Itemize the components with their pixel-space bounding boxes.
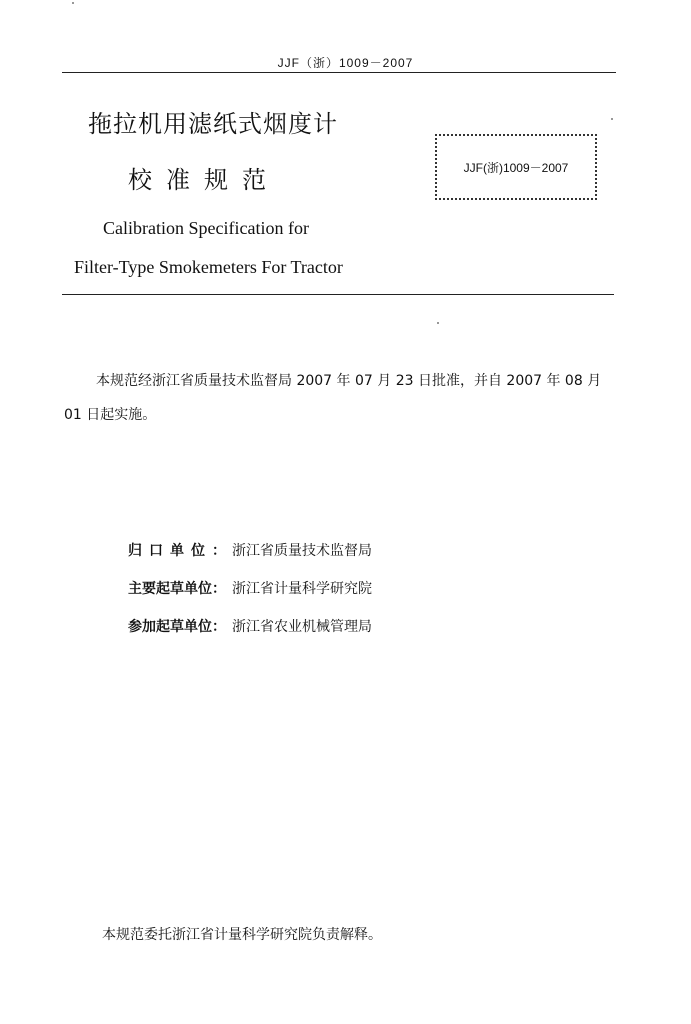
unit-value: 浙江省农业机械管理局 — [232, 619, 372, 635]
title-chinese: 拖拉机用滤纸式烟度计 — [88, 110, 338, 138]
scan-speck — [611, 118, 613, 120]
approval-paragraph: 本规范经浙江省质量技术监督局 2007 年 07 月 23 日批准，并自 2007 年 08 月 01 日起实施。 — [64, 373, 602, 423]
unit-row-participating-drafter — [128, 616, 372, 636]
unit-row-responsible — [128, 540, 372, 560]
title-chinese-subtitle: 校准规范 — [128, 166, 280, 194]
unit-label: 主要起草单位： — [128, 581, 226, 597]
unit-label: 参加起草单位： — [128, 619, 226, 635]
title-rule — [62, 294, 614, 295]
running-header-code: JJF（浙）1009－2007 — [277, 56, 414, 70]
scan-speck — [437, 322, 439, 324]
unit-value: 浙江省质量技术监督局 — [232, 543, 372, 559]
unit-value: 浙江省计量科学研究院 — [232, 581, 372, 597]
scan-speck — [72, 2, 74, 4]
unit-row-main-drafter — [128, 578, 372, 598]
standard-code: JJF(浙)1009－2007 — [463, 160, 569, 175]
unit-label: 归口单位： — [128, 543, 233, 559]
title-english-line1: Calibration Specification for — [103, 218, 309, 238]
header-rule — [62, 72, 616, 73]
title-english-line2: Filter-Type Smokemeters For Tractor — [74, 257, 343, 277]
interpretation-note: 本规范委托浙江省计量科学研究院负责解释。 — [102, 927, 382, 943]
standard-code-box — [435, 134, 597, 200]
